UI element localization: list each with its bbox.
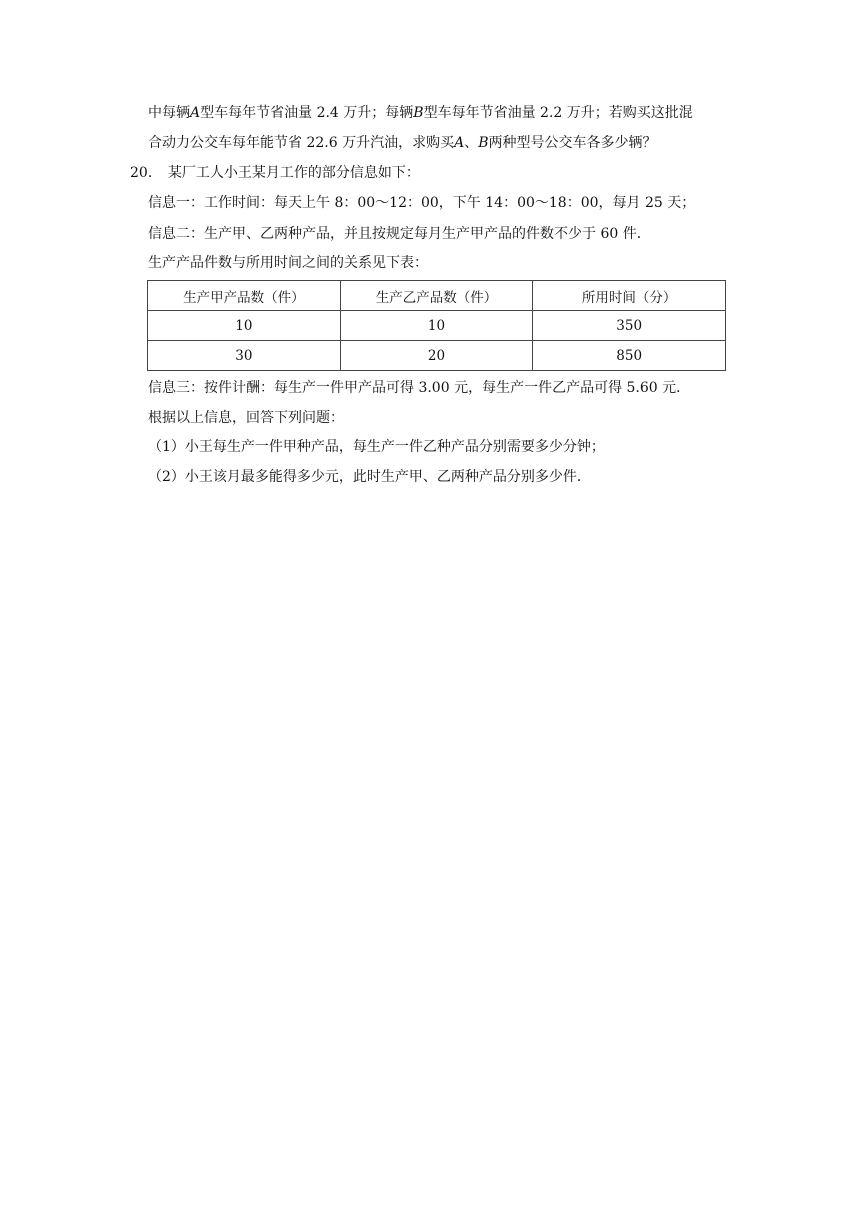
q19-text-part: 、 [464, 135, 479, 151]
q19-text-part: 型车每年节省油量 2.4 万升；每辆 [200, 105, 414, 121]
header-cell: 生产甲产品数（件） [148, 281, 341, 311]
question-number: 20． [130, 165, 162, 181]
table-header-row [148, 281, 726, 311]
header-cell: 生产乙产品数（件） [340, 281, 533, 311]
table-cell: 20 [340, 341, 533, 371]
q19-line-2 [148, 133, 657, 153]
q19-text-part: 合动力公交车每年能节省 22.6 万升汽油，求购买 [148, 135, 455, 151]
q19-text-part: 中每辆 [148, 105, 190, 121]
info-three: 信息三：按件计酬：每生产一件甲产品可得 3.00 元，每生产一件乙产品可得 5.60 元． [148, 380, 691, 396]
q19-line-1 [148, 103, 693, 123]
sub-question-2: （2）小王该月最多能得多少元，此时生产甲、乙两种产品分别多少件． [148, 469, 591, 485]
header-cell: 所用时间（分） [533, 281, 726, 311]
q19-text-part: 型车每年节省油量 2.2 万升；若购买这批混 [423, 105, 693, 121]
variable-a: A [454, 135, 465, 151]
info-two: 信息二：生产甲、乙两种产品，并且按规定每月生产甲产品的件数不少于 60 件． [148, 226, 651, 242]
table-cell: 30 [148, 341, 341, 371]
table-cell: 350 [533, 311, 726, 341]
table-cell: 10 [340, 311, 533, 341]
info-one: 信息一：工作时间：每天上午 8：00～12：00，下午 14：00～18：00，每月 25 天； [148, 195, 696, 211]
table-row [148, 311, 726, 341]
q20-heading [130, 163, 420, 183]
question-intro: 某厂工人小王某月工作的部分信息如下： [167, 165, 420, 181]
sub-question-1: （1）小王每生产一件甲种产品，每生产一件乙种产品分别需要多少分钟； [148, 439, 605, 455]
variable-b: B [413, 105, 424, 121]
table-caption: 生产产品件数与所用时间之间的关系见下表： [148, 255, 428, 271]
variable-a: A [190, 105, 201, 121]
production-time-table [147, 280, 726, 371]
table-cell: 10 [148, 311, 341, 341]
table-row [148, 341, 726, 371]
variable-b: B [478, 135, 489, 151]
answer-prompt: 根据以上信息，回答下列问题： [148, 410, 344, 426]
table-cell: 850 [533, 341, 726, 371]
q19-text-part: 两种型号公交车各多少辆？ [488, 135, 657, 151]
